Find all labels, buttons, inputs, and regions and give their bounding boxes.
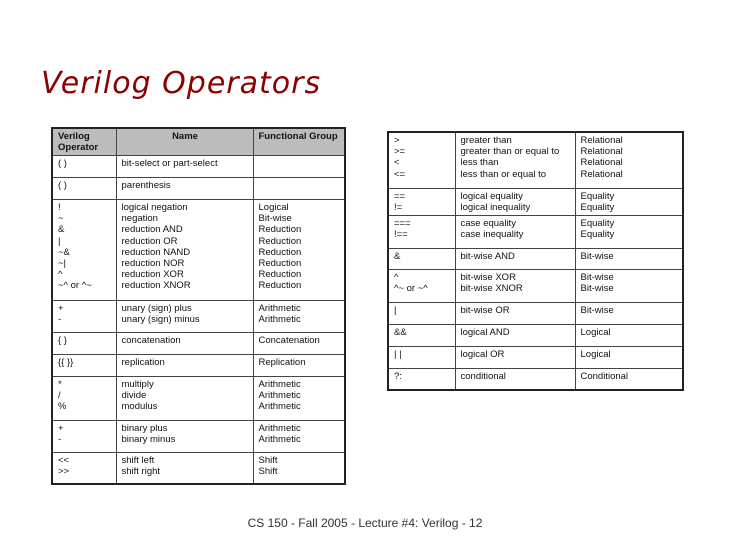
name-text: shift left [121, 455, 155, 466]
name-cell [116, 156, 253, 178]
operator-text: + [58, 423, 64, 434]
operator-text: ^ [394, 271, 399, 283]
table-row [388, 215, 683, 248]
group-text: Shift [258, 455, 278, 466]
name-cell [455, 132, 575, 188]
operator-text: - [58, 434, 62, 446]
operator-text: < [394, 157, 400, 169]
group-cell [253, 453, 345, 484]
operator-text: {{ }} [58, 357, 74, 368]
operator-cell [52, 421, 116, 453]
group-cell [575, 324, 683, 346]
operator-text: ~& [58, 246, 70, 258]
table-row [52, 377, 345, 421]
group-cell [575, 346, 683, 368]
operator-text: % [58, 401, 67, 413]
group-text: Arithmetic [258, 390, 301, 402]
operator-text: & [394, 250, 401, 262]
name-text: reduction XOR [121, 269, 184, 281]
operator-text: ~| [58, 258, 67, 270]
name-text: bit-wise XNOR [460, 283, 523, 295]
name-cell [455, 248, 575, 269]
operator-cell [388, 188, 455, 215]
operator-text: * [58, 379, 62, 390]
group-cell [253, 156, 345, 178]
group-text: Relational [580, 135, 623, 146]
table-row [52, 200, 345, 301]
name-text: less than [460, 157, 499, 169]
group-cell [253, 178, 345, 200]
group-text: Equality [580, 201, 615, 213]
operator-cell [388, 132, 455, 188]
operator-text: ~ [58, 213, 64, 225]
name-cell [455, 324, 575, 346]
group-text: Relational [580, 146, 623, 158]
group-text: Bit-wise [258, 213, 292, 225]
operator-text: > [394, 135, 400, 146]
table-row [388, 324, 683, 346]
name-text: bit-wise AND [460, 250, 515, 262]
operator-text: >= [394, 146, 406, 158]
group-text: Replication [258, 357, 306, 368]
name-text: bit-select or part-select [121, 158, 218, 169]
operator-cell [52, 453, 116, 484]
group-text: Reduction [258, 224, 302, 236]
group-cell [575, 248, 683, 269]
operator-text: + [58, 303, 64, 314]
operator-text: | | [394, 348, 402, 360]
operator-cell [52, 355, 116, 377]
group-text: Shift [258, 466, 278, 478]
operator-text: && [394, 326, 407, 338]
name-cell [116, 178, 253, 200]
table-row [388, 248, 683, 269]
table-row [52, 178, 345, 200]
name-text: binary minus [121, 434, 176, 446]
group-text: Logical [580, 348, 611, 360]
name-text: case equality [460, 217, 516, 229]
header-functional-group: Functional Group [253, 128, 345, 156]
name-text: bit-wise XOR [460, 271, 516, 283]
name-text: reduction AND [121, 224, 183, 236]
group-cell [253, 355, 345, 377]
operator-text: ( ) [58, 180, 67, 191]
name-cell [455, 368, 575, 390]
group-cell [575, 302, 683, 324]
name-cell [116, 421, 253, 453]
name-text: reduction NOR [121, 258, 185, 270]
operator-cell [52, 156, 116, 178]
left-operator-table [51, 127, 346, 485]
table-row [388, 368, 683, 390]
name-text: modulus [121, 401, 158, 413]
right-operator-table [387, 131, 684, 391]
operator-cell [52, 301, 116, 333]
operator-text: ! [58, 202, 61, 213]
name-text: greater than or equal to [460, 146, 560, 158]
table-row [52, 355, 345, 377]
operator-text: | [394, 304, 397, 316]
group-text: Arithmetic [258, 434, 301, 446]
header-operator-line: Operator [58, 142, 99, 153]
name-text: less than or equal to [460, 168, 547, 180]
operator-cell [388, 248, 455, 269]
name-text: reduction NAND [121, 246, 191, 258]
table-row [388, 132, 683, 188]
name-text: logical inequality [460, 201, 531, 213]
operator-cell [52, 333, 116, 355]
name-text: unary (sign) minus [121, 314, 200, 326]
operator-text: === [394, 217, 411, 229]
operator-text: ^~ or ~^ [394, 283, 428, 295]
group-text: Equality [580, 217, 615, 229]
group-text: Bit-wise [580, 250, 614, 262]
operator-text: { } [58, 335, 67, 346]
table-row [388, 302, 683, 324]
name-text: logical OR [460, 348, 505, 360]
name-cell [116, 333, 253, 355]
operator-cell [388, 269, 455, 302]
name-cell [116, 200, 253, 301]
operator-cell [388, 324, 455, 346]
group-text: Reduction [258, 269, 302, 281]
group-text: Concatenation [258, 335, 320, 346]
name-cell [116, 453, 253, 484]
group-cell [253, 200, 345, 301]
operator-cell [388, 368, 455, 390]
group-text: Reduction [258, 258, 302, 270]
name-text: logical equality [460, 190, 523, 202]
group-text: Arithmetic [258, 379, 301, 390]
operator-cell [388, 215, 455, 248]
name-text: multiply [121, 379, 154, 390]
group-text: Reduction [258, 235, 302, 247]
name-cell [116, 355, 253, 377]
name-text: bit-wise OR [460, 304, 510, 316]
group-text: Equality [580, 190, 615, 202]
table-row [52, 453, 345, 484]
operator-text: !== [394, 229, 408, 241]
group-cell [253, 333, 345, 355]
name-text: greater than [460, 135, 512, 146]
table-row [388, 188, 683, 215]
name-text: reduction OR [121, 235, 178, 247]
header-verilog-line: Verilog [58, 131, 90, 142]
table-row [52, 301, 345, 333]
operator-text: ?: [394, 370, 402, 382]
operator-text: ~^ or ^~ [58, 280, 92, 292]
operator-text: != [394, 201, 403, 213]
operator-text: ( ) [58, 158, 67, 169]
name-text: logical negation [121, 202, 188, 213]
table-row [52, 421, 345, 453]
operator-cell [388, 346, 455, 368]
name-cell [455, 302, 575, 324]
group-text: Arithmetic [258, 314, 301, 326]
group-cell [253, 421, 345, 453]
operator-text: / [58, 390, 61, 402]
operator-cell [52, 178, 116, 200]
group-text: Equality [580, 229, 615, 241]
group-text: Relational [580, 168, 623, 180]
group-text: Relational [580, 157, 623, 169]
operator-text: <= [394, 168, 406, 180]
group-cell [575, 368, 683, 390]
name-text: parenthesis [121, 180, 171, 191]
name-cell [455, 215, 575, 248]
group-text: Arithmetic [258, 423, 301, 434]
group-cell [575, 269, 683, 302]
name-text: replication [121, 357, 165, 368]
group-text: Conditional [580, 370, 629, 382]
slide-footer: CS 150 - Fall 2005 - Lecture #4: Verilog - 12 [247, 516, 483, 530]
group-text: Logical [580, 326, 611, 338]
operator-text: | [58, 235, 61, 247]
header-verilog-operator [52, 128, 116, 156]
group-cell [575, 215, 683, 248]
name-text: conditional [460, 370, 506, 382]
slide-title: Verilog Operators [41, 66, 322, 101]
group-cell [575, 132, 683, 188]
table-row [388, 346, 683, 368]
group-text: Reduction [258, 246, 302, 258]
header-name: Name [116, 128, 253, 156]
group-text: Logical [258, 202, 289, 213]
name-text: binary plus [121, 423, 168, 434]
operator-text: ^ [58, 269, 63, 281]
table-row [52, 333, 345, 355]
name-cell [116, 301, 253, 333]
operator-text: << [58, 455, 70, 466]
name-text: divide [121, 390, 147, 402]
name-cell [455, 188, 575, 215]
operator-text: - [58, 314, 62, 326]
operator-text: == [394, 190, 406, 202]
group-text: Bit-wise [580, 304, 614, 316]
operator-cell [52, 377, 116, 421]
operator-cell [388, 302, 455, 324]
group-text: Bit-wise [580, 271, 614, 283]
group-text: Arithmetic [258, 401, 301, 413]
operator-cell [52, 200, 116, 301]
group-cell [253, 377, 345, 421]
group-text: Reduction [258, 280, 302, 292]
operator-text: & [58, 224, 65, 236]
name-cell [116, 377, 253, 421]
name-cell [455, 346, 575, 368]
group-text: Bit-wise [580, 283, 614, 295]
name-text: unary (sign) plus [121, 303, 192, 314]
table-row [52, 156, 345, 178]
name-text: logical AND [460, 326, 510, 338]
group-cell [253, 301, 345, 333]
name-cell [455, 269, 575, 302]
group-text: Arithmetic [258, 303, 301, 314]
operator-text: >> [58, 466, 70, 478]
name-text: reduction XNOR [121, 280, 191, 292]
group-cell [575, 188, 683, 215]
name-text: concatenation [121, 335, 181, 346]
name-text: negation [121, 213, 158, 225]
name-text: shift right [121, 466, 161, 478]
table-row [388, 269, 683, 302]
name-text: case inequality [460, 229, 524, 241]
